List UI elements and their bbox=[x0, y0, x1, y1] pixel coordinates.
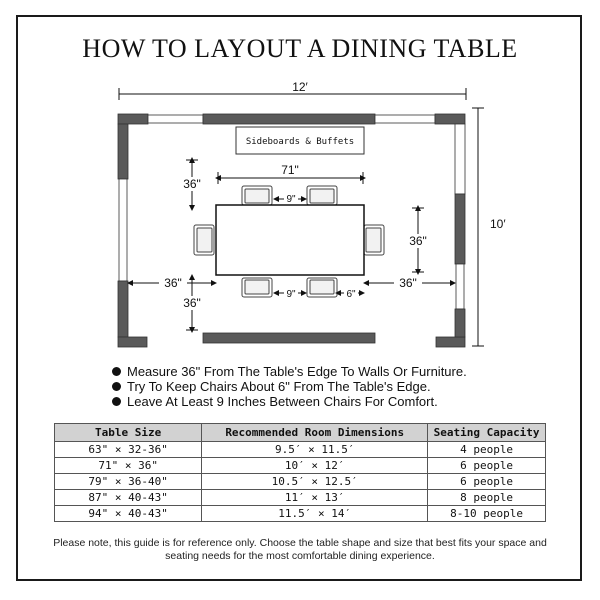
chair-bottom-right bbox=[307, 278, 337, 297]
table-size-guide bbox=[54, 423, 546, 522]
chair-gap-bottom-dimension bbox=[276, 286, 304, 300]
header-seating-capacity: Seating Capacity bbox=[428, 424, 546, 442]
chair-left-end bbox=[194, 225, 214, 255]
table-row bbox=[55, 474, 546, 490]
bullet-dot-icon bbox=[112, 382, 121, 391]
right-clearance-dimension bbox=[366, 276, 453, 290]
room-depth-label: 10′ bbox=[490, 217, 506, 231]
table-row bbox=[55, 490, 546, 506]
table-row bbox=[55, 458, 546, 474]
chair-bottom-left bbox=[242, 278, 272, 297]
table-length-dimension bbox=[218, 163, 363, 184]
chair-top-left bbox=[242, 186, 272, 205]
sideboard bbox=[236, 127, 364, 154]
room-depth-dimension bbox=[472, 108, 506, 346]
tip-item: Measure 36" From The Table's Edge To Walls Or Furniture. bbox=[112, 364, 467, 379]
cell-room-dimensions: 11.5′ × 14′ bbox=[202, 506, 428, 522]
cell-room-dimensions: 10.5′ × 12.5′ bbox=[202, 474, 428, 490]
clearance-top-label: 36" bbox=[183, 177, 201, 191]
tips-list bbox=[112, 364, 467, 409]
chair-gap-top-dimension bbox=[276, 192, 304, 205]
chair-gap-bottom-label: 9" bbox=[286, 289, 296, 300]
chair-right-end bbox=[364, 225, 384, 255]
tip-item: Try To Keep Chairs About 6" From The Table's Edge. bbox=[112, 379, 467, 394]
cell-seating-capacity: 8 people bbox=[428, 490, 546, 506]
sideboard-label: Sideboards & Buffets bbox=[245, 137, 355, 147]
cell-seating-capacity: 4 people bbox=[428, 442, 546, 458]
page-title: HOW TO LAYOUT A DINING TABLE bbox=[82, 34, 518, 63]
chair-top-right bbox=[307, 186, 337, 205]
table-length-label: 71" bbox=[281, 163, 299, 177]
clearance-right-label: 36" bbox=[399, 276, 417, 290]
cell-seating-capacity: 8-10 people bbox=[428, 506, 546, 522]
header-table-size: Table Size bbox=[55, 424, 202, 442]
clearance-bottom-label: 36" bbox=[183, 296, 201, 310]
table-header-row bbox=[55, 424, 546, 442]
table-width-label: 36" bbox=[409, 234, 427, 248]
table-row bbox=[55, 506, 546, 522]
top-clearance-dimension bbox=[179, 160, 205, 208]
cell-room-dimensions: 10′ × 12′ bbox=[202, 458, 428, 474]
cell-table-size: 94" × 40-43" bbox=[55, 506, 202, 522]
cell-table-size: 71" × 36" bbox=[55, 458, 202, 474]
disclaimer-note: Please note, this guide is for reference only. Choose the table shape and size that best fits your space and seating needs for the most comfortable dining experience. bbox=[53, 537, 547, 562]
cell-table-size: 87" × 40-43" bbox=[55, 490, 202, 506]
chair-offset-label: 6" bbox=[346, 289, 356, 300]
chair-offset-dimension bbox=[338, 286, 362, 300]
table-width-dimension bbox=[404, 208, 432, 272]
room-width-label: 12′ bbox=[292, 80, 308, 94]
bullet-dot-icon bbox=[112, 367, 121, 376]
tip-item: Leave At Least 9 Inches Between Chairs For Comfort. bbox=[112, 394, 467, 409]
cell-table-size: 63" × 32-36" bbox=[55, 442, 202, 458]
table-row bbox=[55, 442, 546, 458]
left-clearance-dimension bbox=[130, 276, 214, 290]
room-width-dimension bbox=[119, 80, 466, 100]
cell-seating-capacity: 6 people bbox=[428, 458, 546, 474]
cell-seating-capacity: 6 people bbox=[428, 474, 546, 490]
clearance-left-label: 36" bbox=[164, 276, 182, 290]
bullet-dot-icon bbox=[112, 397, 121, 406]
chair-gap-top-label: 9" bbox=[286, 194, 296, 205]
cell-table-size: 79" × 36-40" bbox=[55, 474, 202, 490]
cell-room-dimensions: 9.5′ × 11.5′ bbox=[202, 442, 428, 458]
header-room-dimensions: Recommended Room Dimensions bbox=[202, 424, 428, 442]
dining-table bbox=[216, 205, 364, 275]
cell-room-dimensions: 11′ × 13′ bbox=[202, 490, 428, 506]
